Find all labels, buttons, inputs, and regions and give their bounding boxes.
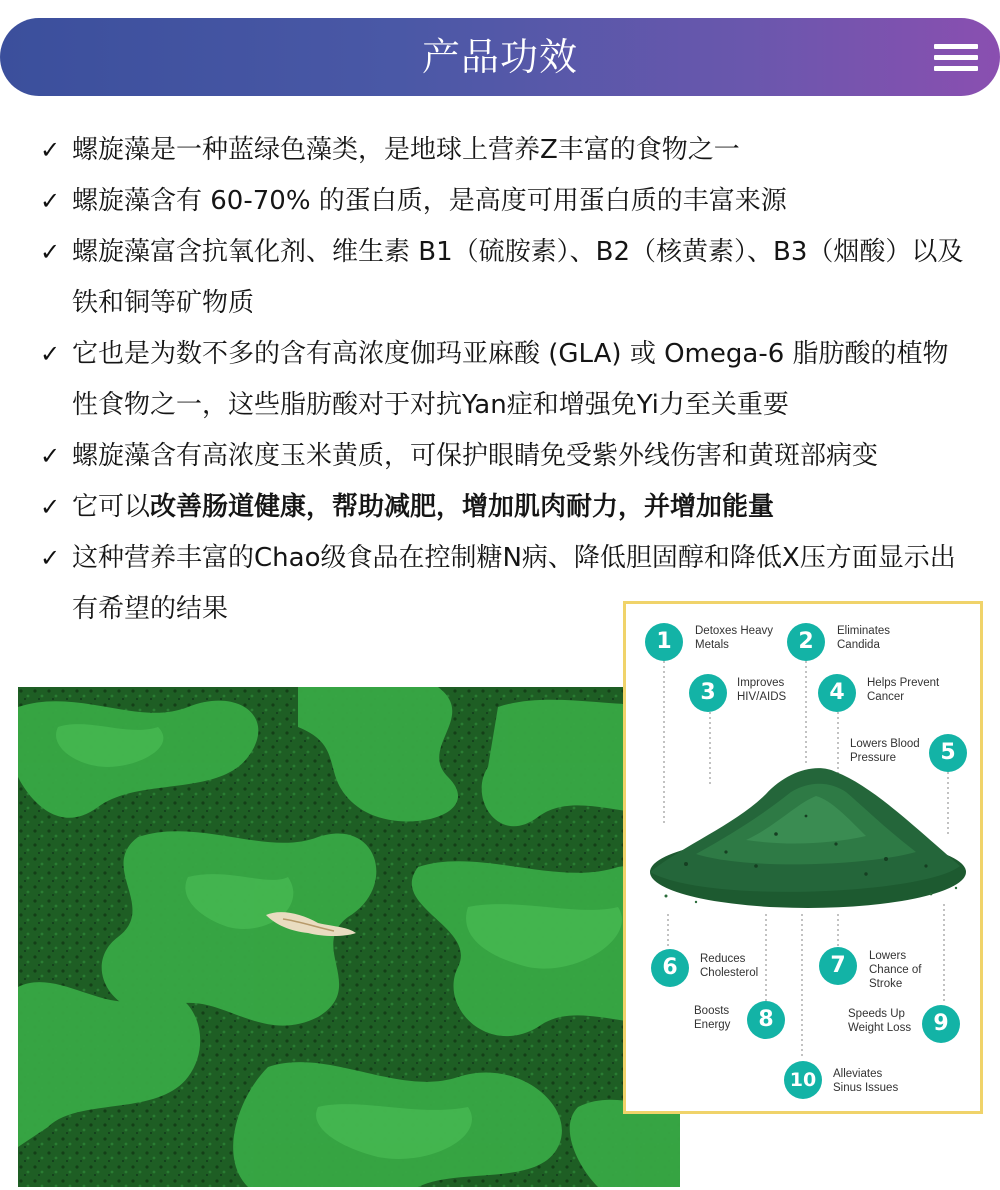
list-item [40, 125, 970, 176]
benefit-label-9: Speeds Up Weight Loss [848, 1008, 912, 1034]
benefit-text: 螺旋藻富含抗氧化剂、维生素 B1（硫胺素）、B2（核黄素）、B3（烟酸）以及铁和铜等矿物质 [72, 237, 964, 318]
benefit-text: 螺旋藻含有 60-70% 的蛋白质，是高度可用蛋白质的丰富来源 [72, 186, 787, 216]
check-icon: ✓ [40, 544, 61, 572]
spirulina-powder-pile [650, 768, 966, 908]
check-icon: ✓ [40, 238, 61, 266]
benefit-label-7: Lowers Chance of Stroke [869, 950, 922, 990]
badge-10: 10 [784, 1061, 822, 1099]
benefit-label-3: Improves HIV/AIDS [737, 677, 787, 703]
benefit-text: 这种营养丰富的Chao级食品在控制糖N病、降低胆固醇和降低X压方面显示出有希望的结果 [72, 543, 956, 624]
badge-8: 8 [747, 1001, 785, 1039]
page-title: 产品功效 [421, 35, 578, 79]
benefit-text: 它也是为数不多的含有高浓度伽玛亚麻酸 (GLA) 或 Omega-6 脂肪酸的植物性食物之一，这些脂肪酸对于对抗Yan症和增强免Yi力至关重要 [72, 339, 949, 420]
check-icon: ✓ [40, 136, 61, 164]
benefit-label-5: Lowers Blood Pressure [850, 738, 920, 764]
badge-6: 6 [651, 949, 689, 987]
badge-9: 9 [922, 1005, 960, 1043]
benefit-label-2: Eliminates Candida [837, 625, 891, 651]
badge-1: 1 [645, 623, 683, 661]
benefit-text-prefix: 它可以 [72, 492, 151, 522]
list-item [40, 431, 970, 482]
badge-7: 7 [819, 947, 857, 985]
badge-4: 4 [818, 674, 856, 712]
badge-2: 2 [787, 623, 825, 661]
benefit-text: 螺旋藻是一种蓝绿色藻类，是地球上营养Z丰富的食物之一 [72, 135, 740, 165]
header-bar [0, 18, 1000, 96]
benefit-label-1: Detoxes Heavy Metals [695, 625, 773, 651]
benefit-text-bold: 改善肠道健康，帮助减肥，增加肌肉耐力，并增加能量 [150, 492, 775, 522]
list-item [40, 329, 970, 431]
list-item [40, 482, 970, 533]
list-item [40, 176, 970, 227]
benefit-label-6: Reduces Cholesterol [700, 953, 759, 979]
benefits-list [40, 125, 970, 635]
benefit-label-4: Helps Prevent Cancer [867, 677, 940, 703]
benefits-infographic [623, 601, 983, 1114]
green-algae-water-photo [18, 687, 680, 1187]
list-item [40, 227, 970, 329]
check-icon: ✓ [40, 442, 61, 470]
badge-5: 5 [929, 734, 967, 772]
benefit-text: 螺旋藻含有高浓度玉米黄质，可保护眼睛免受紫外线伤害和黄斑部病变 [72, 441, 879, 471]
check-icon: ✓ [40, 187, 61, 215]
check-icon: ✓ [40, 493, 61, 521]
badge-3: 3 [689, 674, 727, 712]
check-icon: ✓ [40, 340, 61, 368]
benefit-label-10: Alleviates Sinus Issues [833, 1068, 899, 1094]
hamburger-menu-icon[interactable] [934, 44, 978, 74]
benefit-label-8: Boosts Energy [694, 1005, 731, 1031]
